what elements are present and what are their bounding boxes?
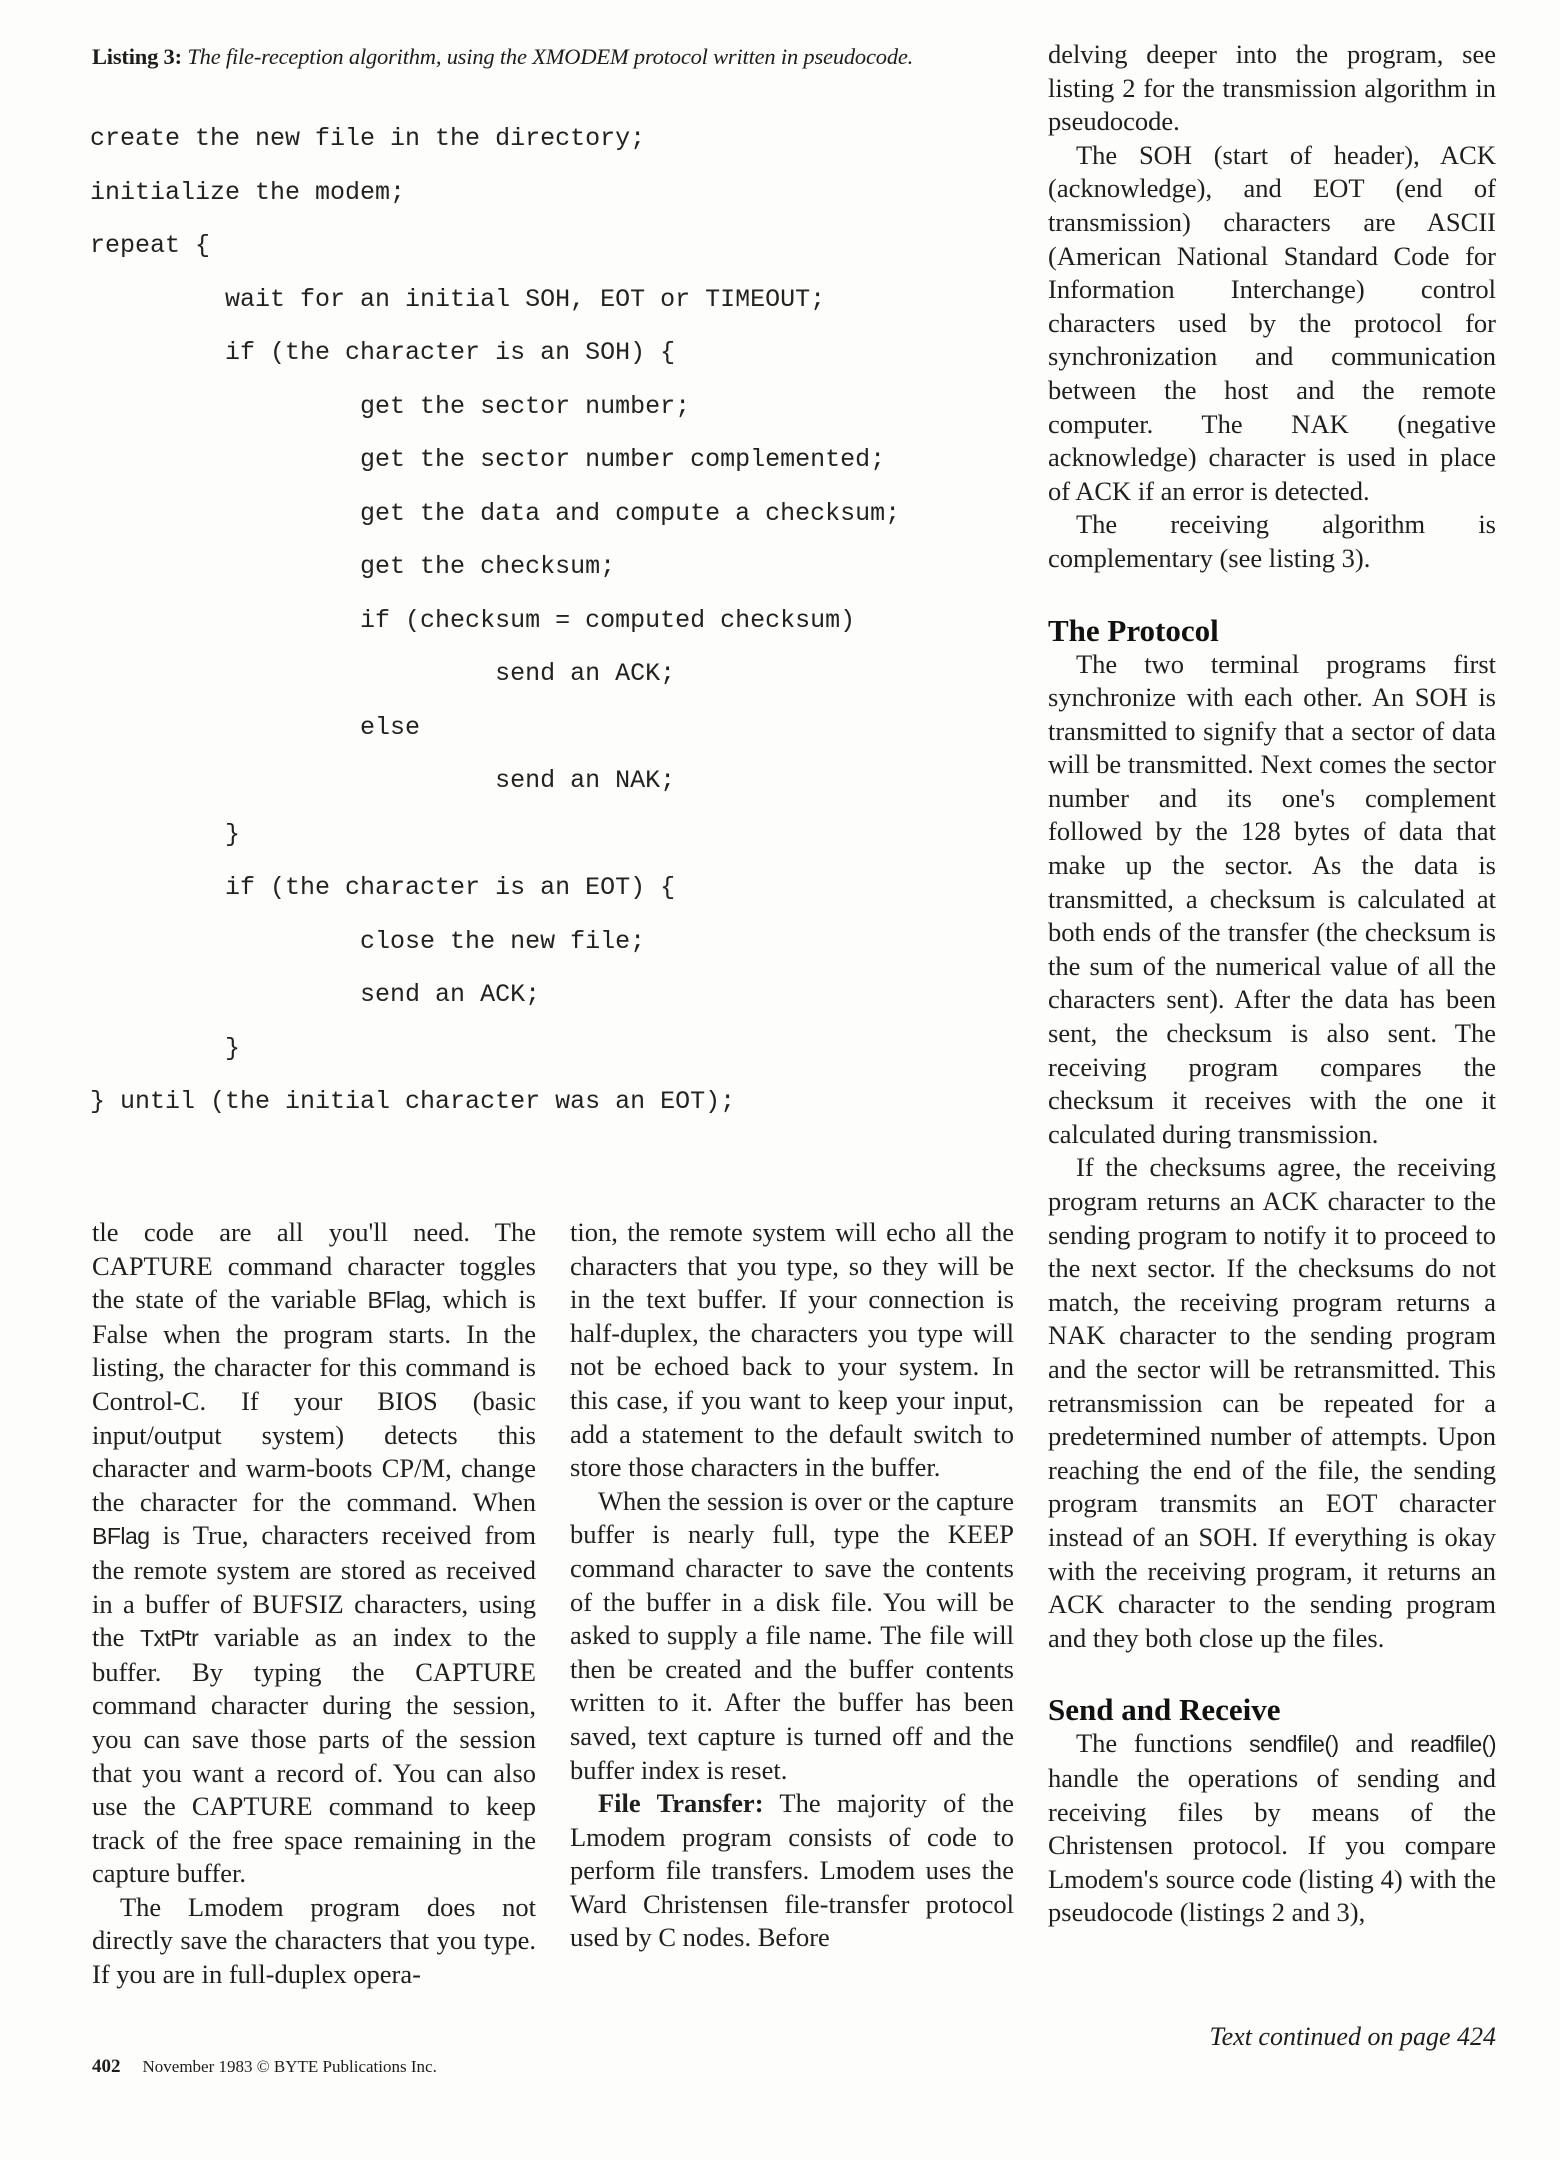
paragraph: delving deeper into the program, see listing 2 for the transmission algorithm in pseudocode. — [1048, 39, 1496, 137]
paragraph: When the session is over or the capture buffer is nearly full, type the KEEP command character to save the contents of the buffer in a disk file. You will be asked to supply a file name. The file will then be created and the buffer contents written to it. After the buffer has been saved, text capture is turned off and the buffer index is reset. — [570, 1485, 1014, 1785]
paragraph: tion, the remote system will echo all the characters that you type, so they will be in the text buffer. If your connection is half-duplex, the characters you type will not be echoed back to your system. In this case, if you want to keep your input, add a statement to the default switch to store those characters in the buffer. — [570, 1217, 1014, 1483]
paragraph: The SOH (start of header), ACK (acknowledge), and EOT (end of transmission) characters are ASCII (American National Standard Code for Information Interchange) control characters used by the protocol for synchronization and communication between the host and the remote computer. The NAK (negative acknowledge) character is used in place of ACK if an error is detected. — [1048, 139, 1496, 506]
run-in-heading: File Transfer: — [598, 1788, 764, 1819]
function-sendfile: sendfile() — [1249, 1731, 1339, 1758]
code-line: else — [90, 712, 421, 742]
paragraph: The Lmodem program does not directly save the characters that you type. If you are in full-duplex opera- — [92, 1891, 536, 1990]
paragraph: tle code are all you'll need. The CAPTURE command character toggles the state of the variable BFlag, which is False when the program starts. In the listing, the character for this command is Control-C. If your BIOS (basic input/output system) detects this character and warm-boots CP/M, change the character for the command. When BFlag is True, characters received from the remote system are stored as received in a buffer of BUFSIZ characters, using the TxtPtr variable as an index to the buffer. By typing the CAPTURE command character during the session, you can save those parts of the session that you want a record of. You can also use the CAPTURE command to keep track of the free space remaining in the capture buffer. — [92, 1217, 536, 1889]
code-line: get the sector number; — [90, 391, 691, 421]
code-line: close the new file; — [90, 926, 646, 956]
continued-note: Text continued on page 424 — [1209, 2022, 1496, 2051]
section-heading-protocol: The Protocol — [1048, 612, 1219, 648]
paragraph: The receiving algorithm is complementary (see listing 3). — [1048, 509, 1496, 573]
code-line: get the checksum; — [90, 552, 616, 581]
code-line: if (the character is an SOH) { — [90, 338, 676, 367]
section-heading-send-receive: Send and Receive — [1048, 1692, 1281, 1728]
code-line: create the new file in the directory; — [90, 124, 646, 153]
code-line: wait for an initial SOH, EOT or TIMEOUT; — [90, 284, 826, 314]
code-line: send an NAK; — [90, 766, 676, 795]
paragraph: If the checksums agree, the receiving program returns an ACK character to the sending program to notify it to proceed to the next sector. If the checksums do not match, the receiving program returns a NAK character to the sending program and the sector will be retransmitted. This retransmission can be repeated for a predetermined number of attempts. Upon reaching the end of the file, the sending program transmits an EOT character instead of an SOH. If everything is okay with the receiving program, it returns an ACK character to the sending program and they both close up the files. — [1048, 1152, 1496, 1653]
code-line: initialize the modem; — [90, 177, 406, 207]
paragraph: The functions sendfile() and readfile() handle the operations of sending and receiving files by means of the Christensen protocol. If you compare Lmodem's source code (listing 4) with the pseudocode (listings 2 and 3), — [1048, 1728, 1496, 1928]
page-number: 402 — [92, 2056, 121, 2077]
function-readfile: readfile() — [1410, 1731, 1496, 1758]
column-middle — [570, 1216, 1014, 1955]
listing-caption — [92, 44, 1022, 70]
code-line: get the sector number complemented; — [90, 445, 886, 474]
code-line: repeat { — [90, 231, 211, 260]
paragraph: The two terminal programs first synchronize with each other. An SOH is transmitted to signify that a sector of data will be transmitted. Next comes the sector number and its one's complement followed by the 128 bytes of data that make up the sector. As the data is transmitted, a checksum is calculated at both ends of the transfer (the checksum is the sum of the numerical value of all the characters sent). After the data has been sent, the checksum is also sent. The receiving program compares the checksum it receives with the one it calculated during transmission. — [1048, 648, 1496, 1149]
caption-text: The file-reception algorithm, using the XMODEM protocol written in pseudocode. — [187, 44, 914, 69]
code-line: } — [90, 1033, 241, 1063]
paragraph: File Transfer: The majority of the Lmodem program consists of code to perform file transfers. Lmodem uses the Ward Christensen file-transfer protocol used by C nodes. Before — [570, 1788, 1015, 1953]
code-listing — [90, 112, 1050, 1129]
variable-txtptr: TxtPtr — [139, 1625, 199, 1652]
code-line: send an ACK; — [90, 980, 541, 1009]
caption-label: Listing 3: — [92, 44, 182, 69]
page-footer — [92, 2056, 437, 2078]
variable-bflag: BFlag — [92, 1523, 150, 1550]
variable-bflag: BFlag — [367, 1287, 426, 1314]
code-line: get the data and compute a checksum; — [90, 498, 901, 528]
column-left — [92, 1216, 536, 1992]
code-line: } — [90, 819, 241, 849]
code-line: send an ACK; — [90, 659, 676, 688]
code-line: } until (the initial character was an EOT); — [90, 1087, 736, 1116]
code-line: if (checksum = computed checksum) — [90, 605, 856, 635]
footer-credit: November 1983 © BYTE Publications Inc. — [142, 2057, 437, 2076]
code-line: if (the character is an EOT) { — [90, 873, 676, 902]
column-right — [1048, 38, 1496, 1930]
